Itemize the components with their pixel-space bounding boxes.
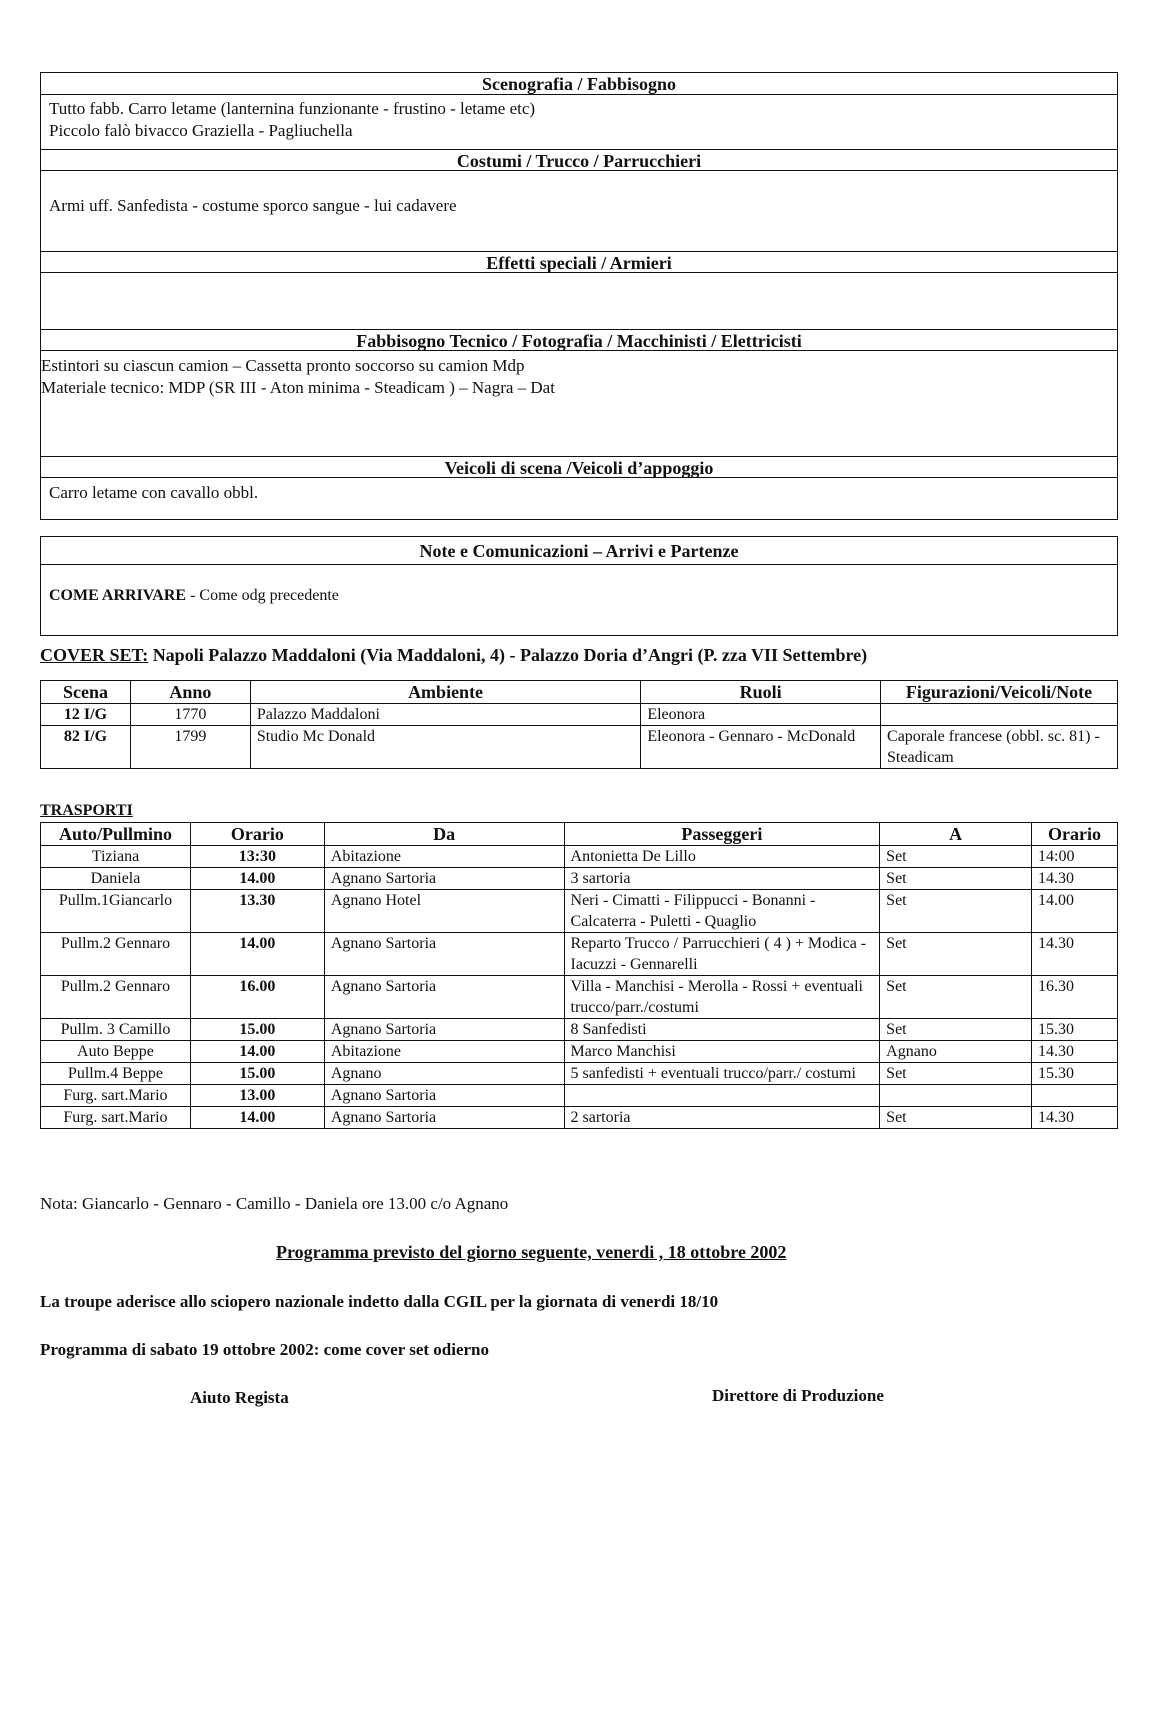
destination-cell: Set: [880, 933, 1032, 976]
production-requirements-box: [40, 72, 1118, 520]
from-cell: Abitazione: [324, 846, 564, 868]
sabato-line: Programma di sabato 19 ottobre 2002: come cover set odierno: [40, 1340, 489, 1359]
from-cell: Agnano Sartoria: [324, 1019, 564, 1041]
scenografia-line: Piccolo falò bivacco Graziella - Pagliuchella: [49, 121, 353, 140]
column-header: Ruoli: [641, 681, 881, 704]
veicoli-line: Carro letame con cavallo obbl.: [49, 483, 259, 502]
arrival-time-cell: 16.30: [1032, 976, 1118, 1019]
table-row: [41, 1107, 1118, 1129]
column-header: Figurazioni/Veicoli/Note: [881, 681, 1118, 704]
tecnico-line: Materiale tecnico: MDP (SR III - Aton minima - Steadicam ) – Nagra – Dat: [41, 378, 555, 397]
vehicle-cell: Pullm.4 Beppe: [41, 1063, 191, 1085]
from-cell: Agnano Sartoria: [324, 933, 564, 976]
year-cell: 1799: [130, 726, 250, 769]
section-title-costumi: Costumi / Trucco / Parrucchieri: [41, 149, 1117, 171]
table-row: [41, 868, 1118, 890]
destination-cell: Set: [880, 846, 1032, 868]
passengers-cell: 8 Sanfedisti: [564, 1019, 880, 1041]
scene-cell: 12 I/G: [41, 704, 131, 726]
arrival-time-cell: 14:00: [1032, 846, 1118, 868]
table-row: [41, 726, 1118, 769]
passengers-cell: Neri - Cimatti - Filippucci - Bonanni - Calcaterra - Puletti - Quaglio: [564, 890, 880, 933]
from-cell: Agnano Sartoria: [324, 976, 564, 1019]
departure-time-cell: 15.00: [190, 1019, 324, 1041]
ruoli-cell: Eleonora - Gennaro - McDonald: [641, 726, 881, 769]
arrival-time-cell: 14.30: [1032, 1107, 1118, 1129]
cover-set-label: COVER SET:: [40, 645, 149, 665]
arrival-time-cell: [1032, 1085, 1118, 1107]
note-box: [40, 536, 1118, 636]
from-cell: Agnano Sartoria: [324, 868, 564, 890]
arrival-time-cell: 15.30: [1032, 1063, 1118, 1085]
destination-cell: Set: [880, 1019, 1032, 1041]
section-title-effetti: Effetti speciali / Armieri: [41, 251, 1117, 273]
note-cell: [881, 704, 1118, 726]
arrival-time-cell: 15.30: [1032, 1019, 1118, 1041]
vehicle-cell: Pullm.2 Gennaro: [41, 933, 191, 976]
nota-line: Nota: Giancarlo - Gennaro - Camillo - Daniela ore 13.00 c/o Agnano: [40, 1194, 509, 1213]
table-row: [41, 890, 1118, 933]
passengers-cell: 2 sartoria: [564, 1107, 880, 1129]
scenografia-line: Tutto fabb. Carro letame (lanternina funzionante - frustino - letame etc): [49, 99, 536, 118]
table-row: [41, 1019, 1118, 1041]
vehicle-cell: Furg. sart.Mario: [41, 1107, 191, 1129]
vehicle-cell: Furg. sart.Mario: [41, 1085, 191, 1107]
departure-time-cell: 13.00: [190, 1085, 324, 1107]
section-body-effetti: [41, 273, 1117, 329]
departure-time-cell: 15.00: [190, 1063, 324, 1085]
section-title-tecnico: Fabbisogno Tecnico / Fotografia / Macchinisti / Elettricisti: [41, 329, 1117, 351]
from-cell: Agnano: [324, 1063, 564, 1085]
from-cell: Agnano Sartoria: [324, 1085, 564, 1107]
arrival-time-cell: 14.00: [1032, 890, 1118, 933]
vehicle-cell: Pullm. 3 Camillo: [41, 1019, 191, 1041]
column-header: Orario: [190, 823, 324, 846]
column-header: A: [880, 823, 1032, 846]
table-row: [41, 933, 1118, 976]
destination-cell: Set: [880, 868, 1032, 890]
vehicle-cell: Auto Beppe: [41, 1041, 191, 1063]
tecnico-line: Estintori su ciascun camion – Cassetta pronto soccorso su camion Mdp: [41, 356, 525, 375]
from-cell: Agnano Sartoria: [324, 1107, 564, 1129]
vehicle-cell: Daniela: [41, 868, 191, 890]
table-row: [41, 704, 1118, 726]
trasporti-label: TRASPORTI: [40, 802, 133, 819]
arrival-time-cell: 14.30: [1032, 868, 1118, 890]
ambiente-cell: Studio Mc Donald: [250, 726, 640, 769]
column-header: Ambiente: [250, 681, 640, 704]
cover-set-text: Napoli Palazzo Maddaloni (Via Maddaloni, 4) - Palazzo Doria d’Angri (P. zza VII Settembre): [148, 645, 868, 665]
destination-cell: Set: [880, 890, 1032, 933]
destination-cell: [880, 1085, 1032, 1107]
scene-cell: 82 I/G: [41, 726, 131, 769]
destination-cell: Agnano: [880, 1041, 1032, 1063]
note-cell: Caporale francese (obbl. sc. 81) - Steadicam: [881, 726, 1118, 769]
trasporti-header-row: [41, 823, 1118, 846]
departure-time-cell: 13:30: [190, 846, 324, 868]
passengers-cell: Antonietta De Lillo: [564, 846, 880, 868]
column-header: Scena: [41, 681, 131, 704]
vehicle-cell: Pullm.2 Gennaro: [41, 976, 191, 1019]
passengers-cell: Villa - Manchisi - Merolla - Rossi + eventuali trucco/parr./costumi: [564, 976, 880, 1019]
from-cell: Agnano Hotel: [324, 890, 564, 933]
cover-set-line: [40, 644, 867, 666]
come-arrivare-text: - Come odg precedente: [186, 587, 339, 604]
scenes-table: [40, 680, 1118, 769]
come-arrivare-label: COME ARRIVARE: [49, 587, 187, 604]
departure-time-cell: 13.30: [190, 890, 324, 933]
section-body-note: [41, 565, 1117, 611]
table-row: [41, 1063, 1118, 1085]
passengers-cell: Reparto Trucco / Parrucchieri ( 4 ) + Modica - Iacuzzi - Gennarelli: [564, 933, 880, 976]
section-body-scenografia: [41, 95, 1117, 149]
destination-cell: Set: [880, 1107, 1032, 1129]
scenes-header-row: [41, 681, 1118, 704]
ruoli-cell: Eleonora: [641, 704, 881, 726]
destination-cell: Set: [880, 1063, 1032, 1085]
departure-time-cell: 14.00: [190, 933, 324, 976]
signature-aiuto-regista: Aiuto Regista: [190, 1388, 289, 1407]
costumi-line: Armi uff. Sanfedista - costume sporco sangue - lui cadavere: [49, 196, 457, 215]
table-row: [41, 1041, 1118, 1063]
passengers-cell: [564, 1085, 880, 1107]
departure-time-cell: 14.00: [190, 868, 324, 890]
column-header: Anno: [130, 681, 250, 704]
passengers-cell: Marco Manchisi: [564, 1041, 880, 1063]
programma-title: Programma previsto del giorno seguente, venerdi , 18 ottobre 2002: [276, 1242, 787, 1262]
column-header: Da: [324, 823, 564, 846]
passengers-cell: 3 sartoria: [564, 868, 880, 890]
section-body-veicoli: [41, 478, 1117, 518]
section-title-scenografia: Scenografia / Fabbisogno: [41, 73, 1117, 95]
departure-time-cell: 14.00: [190, 1041, 324, 1063]
departure-time-cell: 14.00: [190, 1107, 324, 1129]
passengers-cell: 5 sanfedisti + eventuali trucco/parr./ costumi: [564, 1063, 880, 1085]
ambiente-cell: Palazzo Maddaloni: [250, 704, 640, 726]
table-row: [41, 976, 1118, 1019]
trasporti-table: [40, 822, 1118, 1129]
table-row: [41, 846, 1118, 868]
vehicle-cell: Tiziana: [41, 846, 191, 868]
column-header: Passeggeri: [564, 823, 880, 846]
departure-time-cell: 16.00: [190, 976, 324, 1019]
arrival-time-cell: 14.30: [1032, 933, 1118, 976]
from-cell: Abitazione: [324, 1041, 564, 1063]
signature-direttore-produzione: Direttore di Produzione: [712, 1386, 884, 1405]
section-body-tecnico: [41, 351, 1117, 456]
destination-cell: Set: [880, 976, 1032, 1019]
section-body-costumi: [41, 171, 1117, 251]
column-header: Orario: [1032, 823, 1118, 846]
sciopero-line: La troupe aderisce allo sciopero nazionale indetto dalla CGIL per la giornata di venerdi 18/10: [40, 1292, 719, 1311]
year-cell: 1770: [130, 704, 250, 726]
section-title-note: Note e Comunicazioni – Arrivi e Partenze: [41, 537, 1117, 565]
section-title-veicoli: Veicoli di scena /Veicoli d’appoggio: [41, 456, 1117, 478]
table-row: [41, 1085, 1118, 1107]
arrival-time-cell: 14.30: [1032, 1041, 1118, 1063]
vehicle-cell: Pullm.1Giancarlo: [41, 890, 191, 933]
column-header: Auto/Pullmino: [41, 823, 191, 846]
